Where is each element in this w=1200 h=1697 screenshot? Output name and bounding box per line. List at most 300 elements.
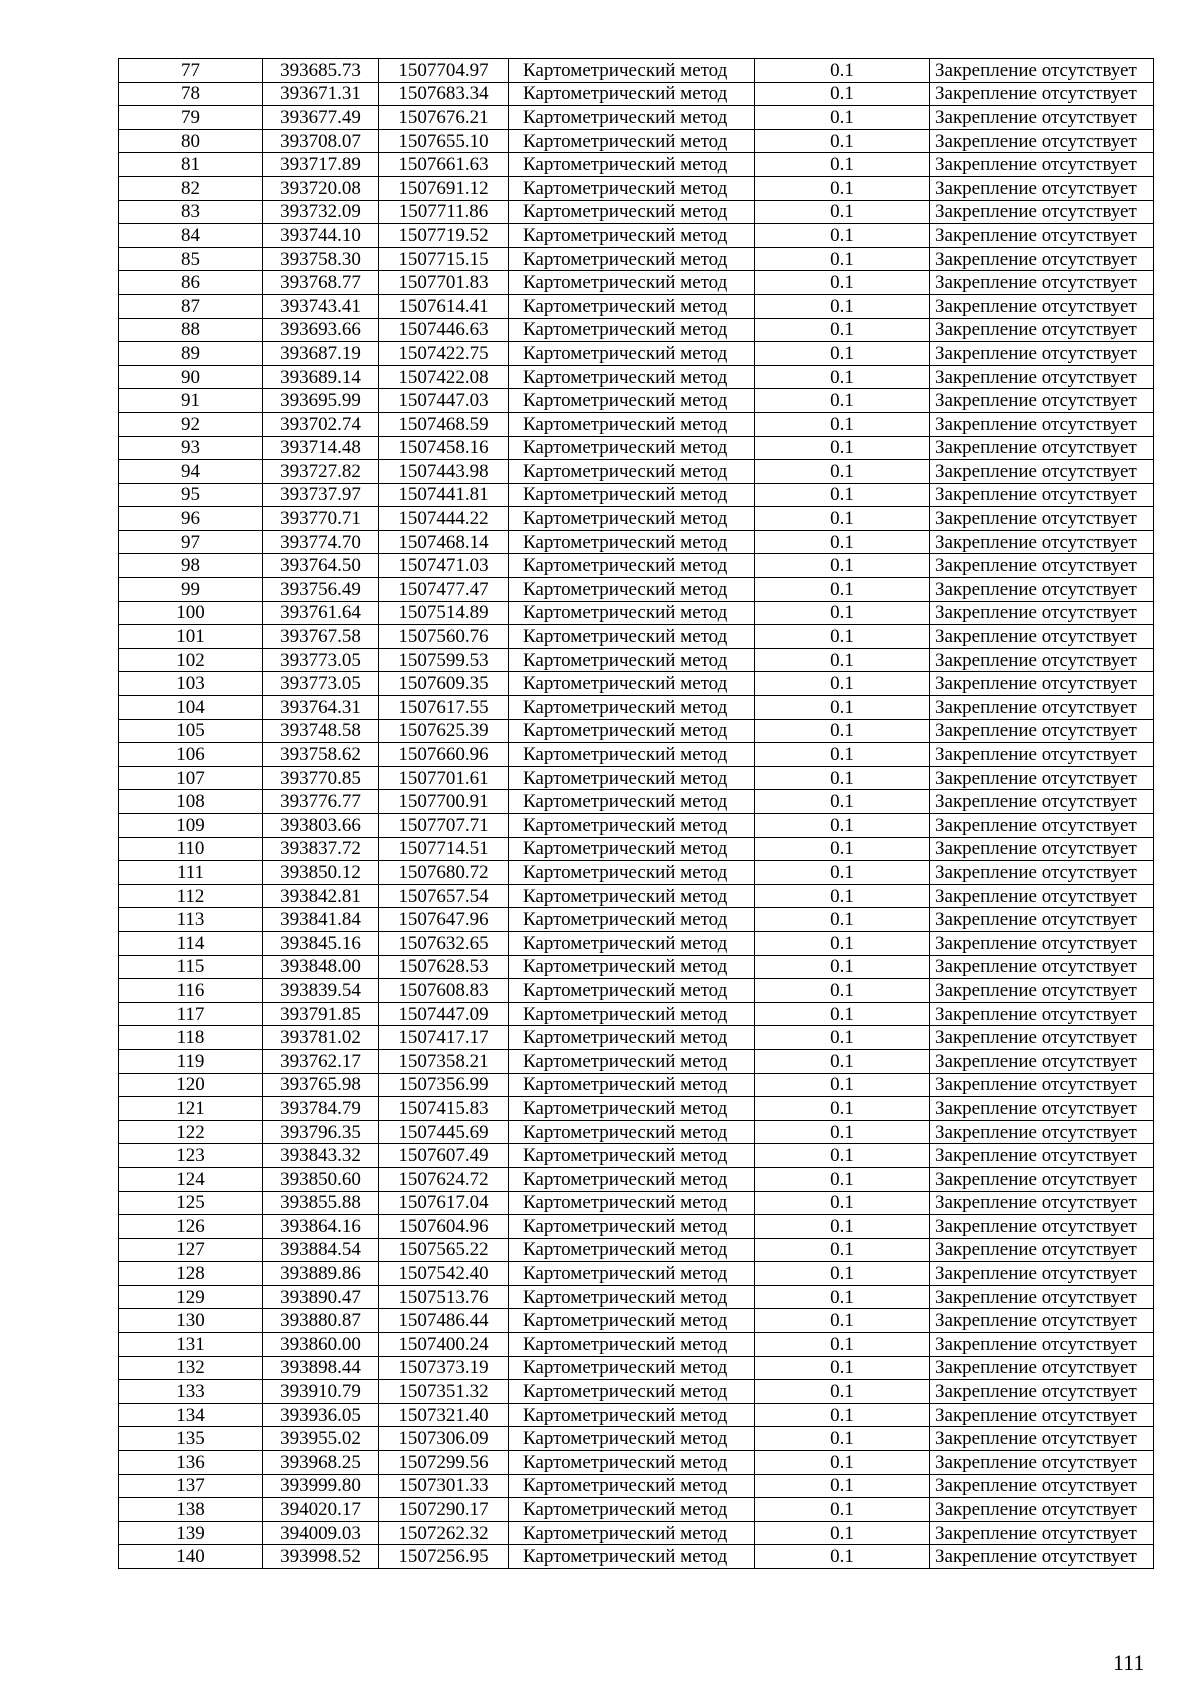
- x-coordinate-cell: 393999.80: [263, 1474, 379, 1498]
- table-row: [119, 979, 1154, 1003]
- accuracy-cell: 0.1: [755, 1285, 930, 1309]
- y-coordinate-cell: 1507444.22: [379, 507, 509, 531]
- y-coordinate-cell: 1507299.56: [379, 1451, 509, 1475]
- x-coordinate-cell: 393841.84: [263, 908, 379, 932]
- y-coordinate-cell: 1507607.49: [379, 1144, 509, 1168]
- x-coordinate-cell: 393850.60: [263, 1167, 379, 1191]
- x-coordinate-cell: 393855.88: [263, 1191, 379, 1215]
- point-number-cell: 91: [119, 389, 263, 413]
- point-number-cell: 122: [119, 1120, 263, 1144]
- y-coordinate-cell: 1507477.47: [379, 578, 509, 602]
- point-number-cell: 127: [119, 1238, 263, 1262]
- accuracy-cell: 0.1: [755, 1215, 930, 1239]
- accuracy-cell: 0.1: [755, 1498, 930, 1522]
- x-coordinate-cell: 393732.09: [263, 200, 379, 224]
- point-number-cell: 106: [119, 743, 263, 767]
- point-number-cell: 83: [119, 200, 263, 224]
- table-row: [119, 412, 1154, 436]
- accuracy-cell: 0.1: [755, 106, 930, 130]
- point-number-cell: 133: [119, 1380, 263, 1404]
- y-coordinate-cell: 1507676.21: [379, 106, 509, 130]
- accuracy-cell: 0.1: [755, 1049, 930, 1073]
- fixation-cell: Закрепление отсутствует: [930, 1002, 1154, 1026]
- y-coordinate-cell: 1507358.21: [379, 1049, 509, 1073]
- point-number-cell: 93: [119, 436, 263, 460]
- accuracy-cell: 0.1: [755, 1002, 930, 1026]
- y-coordinate-cell: 1507422.08: [379, 365, 509, 389]
- fixation-cell: Закрепление отсутствует: [930, 224, 1154, 248]
- table-row: [119, 1451, 1154, 1475]
- accuracy-cell: 0.1: [755, 908, 930, 932]
- point-number-cell: 100: [119, 601, 263, 625]
- accuracy-cell: 0.1: [755, 271, 930, 295]
- method-cell: Картометрический метод: [509, 153, 755, 177]
- method-cell: Картометрический метод: [509, 814, 755, 838]
- point-number-cell: 131: [119, 1333, 263, 1357]
- x-coordinate-cell: 393776.77: [263, 790, 379, 814]
- point-number-cell: 82: [119, 176, 263, 200]
- fixation-cell: Закрепление отсутствует: [930, 1215, 1154, 1239]
- y-coordinate-cell: 1507565.22: [379, 1238, 509, 1262]
- method-cell: Картометрический метод: [509, 1333, 755, 1357]
- y-coordinate-cell: 1507661.63: [379, 153, 509, 177]
- fixation-cell: Закрепление отсутствует: [930, 412, 1154, 436]
- table-row: [119, 1144, 1154, 1168]
- point-number-cell: 79: [119, 106, 263, 130]
- x-coordinate-cell: 393761.64: [263, 601, 379, 625]
- table-row: [119, 837, 1154, 861]
- method-cell: Картометрический метод: [509, 1309, 755, 1333]
- table-row: [119, 365, 1154, 389]
- x-coordinate-cell: 393677.49: [263, 106, 379, 130]
- x-coordinate-cell: 393864.16: [263, 1215, 379, 1239]
- y-coordinate-cell: 1507256.95: [379, 1545, 509, 1569]
- y-coordinate-cell: 1507351.32: [379, 1380, 509, 1404]
- accuracy-cell: 0.1: [755, 507, 930, 531]
- point-number-cell: 139: [119, 1521, 263, 1545]
- fixation-cell: Закрепление отсутствует: [930, 530, 1154, 554]
- fixation-cell: Закрепление отсутствует: [930, 1026, 1154, 1050]
- point-number-cell: 130: [119, 1309, 263, 1333]
- x-coordinate-cell: 393773.05: [263, 648, 379, 672]
- x-coordinate-cell: 393693.66: [263, 318, 379, 342]
- method-cell: Картометрический метод: [509, 106, 755, 130]
- fixation-cell: Закрепление отсутствует: [930, 1451, 1154, 1475]
- x-coordinate-cell: 393843.32: [263, 1144, 379, 1168]
- method-cell: Картометрический метод: [509, 1238, 755, 1262]
- x-coordinate-cell: 393685.73: [263, 59, 379, 83]
- fixation-cell: Закрепление отсутствует: [930, 507, 1154, 531]
- point-number-cell: 126: [119, 1215, 263, 1239]
- fixation-cell: Закрепление отсутствует: [930, 1474, 1154, 1498]
- method-cell: Картометрический метод: [509, 1262, 755, 1286]
- table-row: [119, 82, 1154, 106]
- x-coordinate-cell: 393727.82: [263, 460, 379, 484]
- method-cell: Картометрический метод: [509, 460, 755, 484]
- table-row: [119, 1498, 1154, 1522]
- point-number-cell: 117: [119, 1002, 263, 1026]
- accuracy-cell: 0.1: [755, 766, 930, 790]
- method-cell: Картометрический метод: [509, 389, 755, 413]
- y-coordinate-cell: 1507415.83: [379, 1097, 509, 1121]
- accuracy-cell: 0.1: [755, 82, 930, 106]
- point-number-cell: 80: [119, 129, 263, 153]
- fixation-cell: Закрепление отсутствует: [930, 1073, 1154, 1097]
- fixation-cell: Закрепление отсутствует: [930, 436, 1154, 460]
- table-row: [119, 129, 1154, 153]
- x-coordinate-cell: 393758.62: [263, 743, 379, 767]
- x-coordinate-cell: 393770.71: [263, 507, 379, 531]
- method-cell: Картометрический метод: [509, 318, 755, 342]
- fixation-cell: Закрепление отсутствует: [930, 342, 1154, 366]
- fixation-cell: Закрепление отсутствует: [930, 1049, 1154, 1073]
- table-row: [119, 1403, 1154, 1427]
- table-row: [119, 483, 1154, 507]
- accuracy-cell: 0.1: [755, 294, 930, 318]
- table-row: [119, 1262, 1154, 1286]
- accuracy-cell: 0.1: [755, 129, 930, 153]
- x-coordinate-cell: 393791.85: [263, 1002, 379, 1026]
- accuracy-cell: 0.1: [755, 1403, 930, 1427]
- accuracy-cell: 0.1: [755, 672, 930, 696]
- table-row: [119, 908, 1154, 932]
- x-coordinate-cell: 393714.48: [263, 436, 379, 460]
- fixation-cell: Закрепление отсутствует: [930, 294, 1154, 318]
- x-coordinate-cell: 393898.44: [263, 1356, 379, 1380]
- x-coordinate-cell: 393850.12: [263, 861, 379, 885]
- y-coordinate-cell: 1507560.76: [379, 625, 509, 649]
- x-coordinate-cell: 393758.30: [263, 247, 379, 271]
- point-number-cell: 96: [119, 507, 263, 531]
- fixation-cell: Закрепление отсутствует: [930, 1144, 1154, 1168]
- table-row: [119, 224, 1154, 248]
- method-cell: Картометрический метод: [509, 908, 755, 932]
- accuracy-cell: 0.1: [755, 554, 930, 578]
- point-number-cell: 114: [119, 931, 263, 955]
- method-cell: Картометрический метод: [509, 1097, 755, 1121]
- fixation-cell: Закрепление отсутствует: [930, 129, 1154, 153]
- table-row: [119, 1380, 1154, 1404]
- table-row: [119, 1285, 1154, 1309]
- point-number-cell: 92: [119, 412, 263, 436]
- accuracy-cell: 0.1: [755, 578, 930, 602]
- accuracy-cell: 0.1: [755, 861, 930, 885]
- table-row: [119, 672, 1154, 696]
- accuracy-cell: 0.1: [755, 1451, 930, 1475]
- fixation-cell: Закрепление отсутствует: [930, 1191, 1154, 1215]
- y-coordinate-cell: 1507691.12: [379, 176, 509, 200]
- table-row: [119, 719, 1154, 743]
- method-cell: Картометрический метод: [509, 1356, 755, 1380]
- method-cell: Картометрический метод: [509, 1167, 755, 1191]
- x-coordinate-cell: 393998.52: [263, 1545, 379, 1569]
- fixation-cell: Закрепление отсутствует: [930, 1309, 1154, 1333]
- fixation-cell: Закрепление отсутствует: [930, 908, 1154, 932]
- x-coordinate-cell: 393762.17: [263, 1049, 379, 1073]
- point-number-cell: 135: [119, 1427, 263, 1451]
- y-coordinate-cell: 1507447.09: [379, 1002, 509, 1026]
- point-number-cell: 123: [119, 1144, 263, 1168]
- table-row: [119, 884, 1154, 908]
- table-row: [119, 1427, 1154, 1451]
- accuracy-cell: 0.1: [755, 1333, 930, 1357]
- table-row: [119, 1238, 1154, 1262]
- method-cell: Картометрический метод: [509, 1285, 755, 1309]
- point-number-cell: 77: [119, 59, 263, 83]
- table-row: [119, 1545, 1154, 1569]
- fixation-cell: Закрепление отсутствует: [930, 1120, 1154, 1144]
- accuracy-cell: 0.1: [755, 530, 930, 554]
- y-coordinate-cell: 1507422.75: [379, 342, 509, 366]
- method-cell: Картометрический метод: [509, 1049, 755, 1073]
- y-coordinate-cell: 1507513.76: [379, 1285, 509, 1309]
- x-coordinate-cell: 393744.10: [263, 224, 379, 248]
- y-coordinate-cell: 1507704.97: [379, 59, 509, 83]
- fixation-cell: Закрепление отсутствует: [930, 1262, 1154, 1286]
- y-coordinate-cell: 1507628.53: [379, 955, 509, 979]
- x-coordinate-cell: 393936.05: [263, 1403, 379, 1427]
- table-row: [119, 271, 1154, 295]
- y-coordinate-cell: 1507701.61: [379, 766, 509, 790]
- method-cell: Картометрический метод: [509, 625, 755, 649]
- fixation-cell: Закрепление отсутствует: [930, 153, 1154, 177]
- method-cell: Картометрический метод: [509, 719, 755, 743]
- accuracy-cell: 0.1: [755, 436, 930, 460]
- point-number-cell: 98: [119, 554, 263, 578]
- method-cell: Картометрический метод: [509, 1427, 755, 1451]
- accuracy-cell: 0.1: [755, 389, 930, 413]
- point-number-cell: 85: [119, 247, 263, 271]
- method-cell: Картометрический метод: [509, 979, 755, 1003]
- y-coordinate-cell: 1507680.72: [379, 861, 509, 885]
- point-number-cell: 116: [119, 979, 263, 1003]
- y-coordinate-cell: 1507373.19: [379, 1356, 509, 1380]
- table-row: [119, 436, 1154, 460]
- x-coordinate-cell: 393702.74: [263, 412, 379, 436]
- table-row: [119, 59, 1154, 83]
- method-cell: Картометрический метод: [509, 247, 755, 271]
- fixation-cell: Закрепление отсутствует: [930, 1498, 1154, 1522]
- fixation-cell: Закрепление отсутствует: [930, 1238, 1154, 1262]
- accuracy-cell: 0.1: [755, 837, 930, 861]
- accuracy-cell: 0.1: [755, 200, 930, 224]
- y-coordinate-cell: 1507700.91: [379, 790, 509, 814]
- point-number-cell: 113: [119, 908, 263, 932]
- x-coordinate-cell: 393848.00: [263, 955, 379, 979]
- accuracy-cell: 0.1: [755, 1167, 930, 1191]
- accuracy-cell: 0.1: [755, 1521, 930, 1545]
- x-coordinate-cell: 393842.81: [263, 884, 379, 908]
- accuracy-cell: 0.1: [755, 483, 930, 507]
- point-number-cell: 110: [119, 837, 263, 861]
- method-cell: Картометрический метод: [509, 412, 755, 436]
- method-cell: Картометрический метод: [509, 743, 755, 767]
- accuracy-cell: 0.1: [755, 979, 930, 1003]
- table-row: [119, 342, 1154, 366]
- fixation-cell: Закрепление отсутствует: [930, 790, 1154, 814]
- y-coordinate-cell: 1507356.99: [379, 1073, 509, 1097]
- point-number-cell: 78: [119, 82, 263, 106]
- fixation-cell: Закрепление отсутствует: [930, 365, 1154, 389]
- x-coordinate-cell: 393884.54: [263, 1238, 379, 1262]
- method-cell: Картометрический метод: [509, 1380, 755, 1404]
- table-row: [119, 931, 1154, 955]
- accuracy-cell: 0.1: [755, 412, 930, 436]
- accuracy-cell: 0.1: [755, 696, 930, 720]
- y-coordinate-cell: 1507655.10: [379, 129, 509, 153]
- table-row: [119, 814, 1154, 838]
- point-number-cell: 125: [119, 1191, 263, 1215]
- x-coordinate-cell: 393764.50: [263, 554, 379, 578]
- x-coordinate-cell: 393770.85: [263, 766, 379, 790]
- y-coordinate-cell: 1507400.24: [379, 1333, 509, 1357]
- y-coordinate-cell: 1507468.59: [379, 412, 509, 436]
- x-coordinate-cell: 393837.72: [263, 837, 379, 861]
- table-row: [119, 1120, 1154, 1144]
- accuracy-cell: 0.1: [755, 1356, 930, 1380]
- accuracy-cell: 0.1: [755, 814, 930, 838]
- x-coordinate-cell: 393955.02: [263, 1427, 379, 1451]
- y-coordinate-cell: 1507599.53: [379, 648, 509, 672]
- fixation-cell: Закрепление отсутствует: [930, 460, 1154, 484]
- x-coordinate-cell: 393765.98: [263, 1073, 379, 1097]
- fixation-cell: Закрепление отсутствует: [930, 979, 1154, 1003]
- x-coordinate-cell: 393737.97: [263, 483, 379, 507]
- method-cell: Картометрический метод: [509, 1474, 755, 1498]
- method-cell: Картометрический метод: [509, 554, 755, 578]
- accuracy-cell: 0.1: [755, 601, 930, 625]
- point-number-cell: 134: [119, 1403, 263, 1427]
- point-number-cell: 81: [119, 153, 263, 177]
- x-coordinate-cell: 393890.47: [263, 1285, 379, 1309]
- y-coordinate-cell: 1507514.89: [379, 601, 509, 625]
- method-cell: Картометрический метод: [509, 884, 755, 908]
- accuracy-cell: 0.1: [755, 1191, 930, 1215]
- fixation-cell: Закрепление отсутствует: [930, 1380, 1154, 1404]
- y-coordinate-cell: 1507715.15: [379, 247, 509, 271]
- point-number-cell: 107: [119, 766, 263, 790]
- table-row: [119, 247, 1154, 271]
- point-number-cell: 112: [119, 884, 263, 908]
- x-coordinate-cell: 393764.31: [263, 696, 379, 720]
- point-number-cell: 84: [119, 224, 263, 248]
- x-coordinate-cell: 393774.70: [263, 530, 379, 554]
- y-coordinate-cell: 1507711.86: [379, 200, 509, 224]
- table-row: [119, 1521, 1154, 1545]
- table-row: [119, 1073, 1154, 1097]
- table-row: [119, 648, 1154, 672]
- table-row: [119, 766, 1154, 790]
- fixation-cell: Закрепление отсутствует: [930, 601, 1154, 625]
- x-coordinate-cell: 393796.35: [263, 1120, 379, 1144]
- y-coordinate-cell: 1507617.04: [379, 1191, 509, 1215]
- y-coordinate-cell: 1507321.40: [379, 1403, 509, 1427]
- point-number-cell: 124: [119, 1167, 263, 1191]
- accuracy-cell: 0.1: [755, 59, 930, 83]
- fixation-cell: Закрепление отсутствует: [930, 1167, 1154, 1191]
- coordinates-table: [118, 58, 1154, 1569]
- method-cell: Картометрический метод: [509, 342, 755, 366]
- fixation-cell: Закрепление отсутствует: [930, 1427, 1154, 1451]
- fixation-cell: Закрепление отсутствует: [930, 766, 1154, 790]
- method-cell: Картометрический метод: [509, 483, 755, 507]
- x-coordinate-cell: 393720.08: [263, 176, 379, 200]
- fixation-cell: Закрепление отсутствует: [930, 318, 1154, 342]
- point-number-cell: 86: [119, 271, 263, 295]
- accuracy-cell: 0.1: [755, 1238, 930, 1262]
- table-row: [119, 1356, 1154, 1380]
- table-row: [119, 1097, 1154, 1121]
- fixation-cell: Закрепление отсутствует: [930, 554, 1154, 578]
- y-coordinate-cell: 1507614.41: [379, 294, 509, 318]
- point-number-cell: 102: [119, 648, 263, 672]
- y-coordinate-cell: 1507486.44: [379, 1309, 509, 1333]
- table-row: [119, 318, 1154, 342]
- y-coordinate-cell: 1507683.34: [379, 82, 509, 106]
- method-cell: Картометрический метод: [509, 294, 755, 318]
- accuracy-cell: 0.1: [755, 1026, 930, 1050]
- method-cell: Картометрический метод: [509, 200, 755, 224]
- y-coordinate-cell: 1507714.51: [379, 837, 509, 861]
- method-cell: Картометрический метод: [509, 129, 755, 153]
- accuracy-cell: 0.1: [755, 625, 930, 649]
- table-row: [119, 1215, 1154, 1239]
- x-coordinate-cell: 393748.58: [263, 719, 379, 743]
- point-number-cell: 87: [119, 294, 263, 318]
- method-cell: Картометрический метод: [509, 176, 755, 200]
- accuracy-cell: 0.1: [755, 790, 930, 814]
- method-cell: Картометрический метод: [509, 1498, 755, 1522]
- x-coordinate-cell: 393743.41: [263, 294, 379, 318]
- method-cell: Картометрический метод: [509, 837, 755, 861]
- method-cell: Картометрический метод: [509, 696, 755, 720]
- fixation-cell: Закрепление отсутствует: [930, 1403, 1154, 1427]
- method-cell: Картометрический метод: [509, 766, 755, 790]
- point-number-cell: 97: [119, 530, 263, 554]
- table-row: [119, 106, 1154, 130]
- table-row: [119, 460, 1154, 484]
- point-number-cell: 104: [119, 696, 263, 720]
- y-coordinate-cell: 1507290.17: [379, 1498, 509, 1522]
- accuracy-cell: 0.1: [755, 1427, 930, 1451]
- y-coordinate-cell: 1507701.83: [379, 271, 509, 295]
- fixation-cell: Закрепление отсутствует: [930, 1356, 1154, 1380]
- point-number-cell: 103: [119, 672, 263, 696]
- fixation-cell: Закрепление отсутствует: [930, 1545, 1154, 1569]
- accuracy-cell: 0.1: [755, 1262, 930, 1286]
- y-coordinate-cell: 1507542.40: [379, 1262, 509, 1286]
- method-cell: Картометрический метод: [509, 955, 755, 979]
- accuracy-cell: 0.1: [755, 884, 930, 908]
- point-number-cell: 138: [119, 1498, 263, 1522]
- accuracy-cell: 0.1: [755, 342, 930, 366]
- method-cell: Картометрический метод: [509, 1073, 755, 1097]
- point-number-cell: 118: [119, 1026, 263, 1050]
- method-cell: Картометрический метод: [509, 271, 755, 295]
- accuracy-cell: 0.1: [755, 224, 930, 248]
- point-number-cell: 90: [119, 365, 263, 389]
- accuracy-cell: 0.1: [755, 460, 930, 484]
- method-cell: Картометрический метод: [509, 82, 755, 106]
- fixation-cell: Закрепление отсутствует: [930, 1285, 1154, 1309]
- method-cell: Картометрический метод: [509, 59, 755, 83]
- x-coordinate-cell: 393910.79: [263, 1380, 379, 1404]
- method-cell: Картометрический метод: [509, 224, 755, 248]
- method-cell: Картометрический метод: [509, 931, 755, 955]
- accuracy-cell: 0.1: [755, 176, 930, 200]
- fixation-cell: Закрепление отсутствует: [930, 743, 1154, 767]
- accuracy-cell: 0.1: [755, 743, 930, 767]
